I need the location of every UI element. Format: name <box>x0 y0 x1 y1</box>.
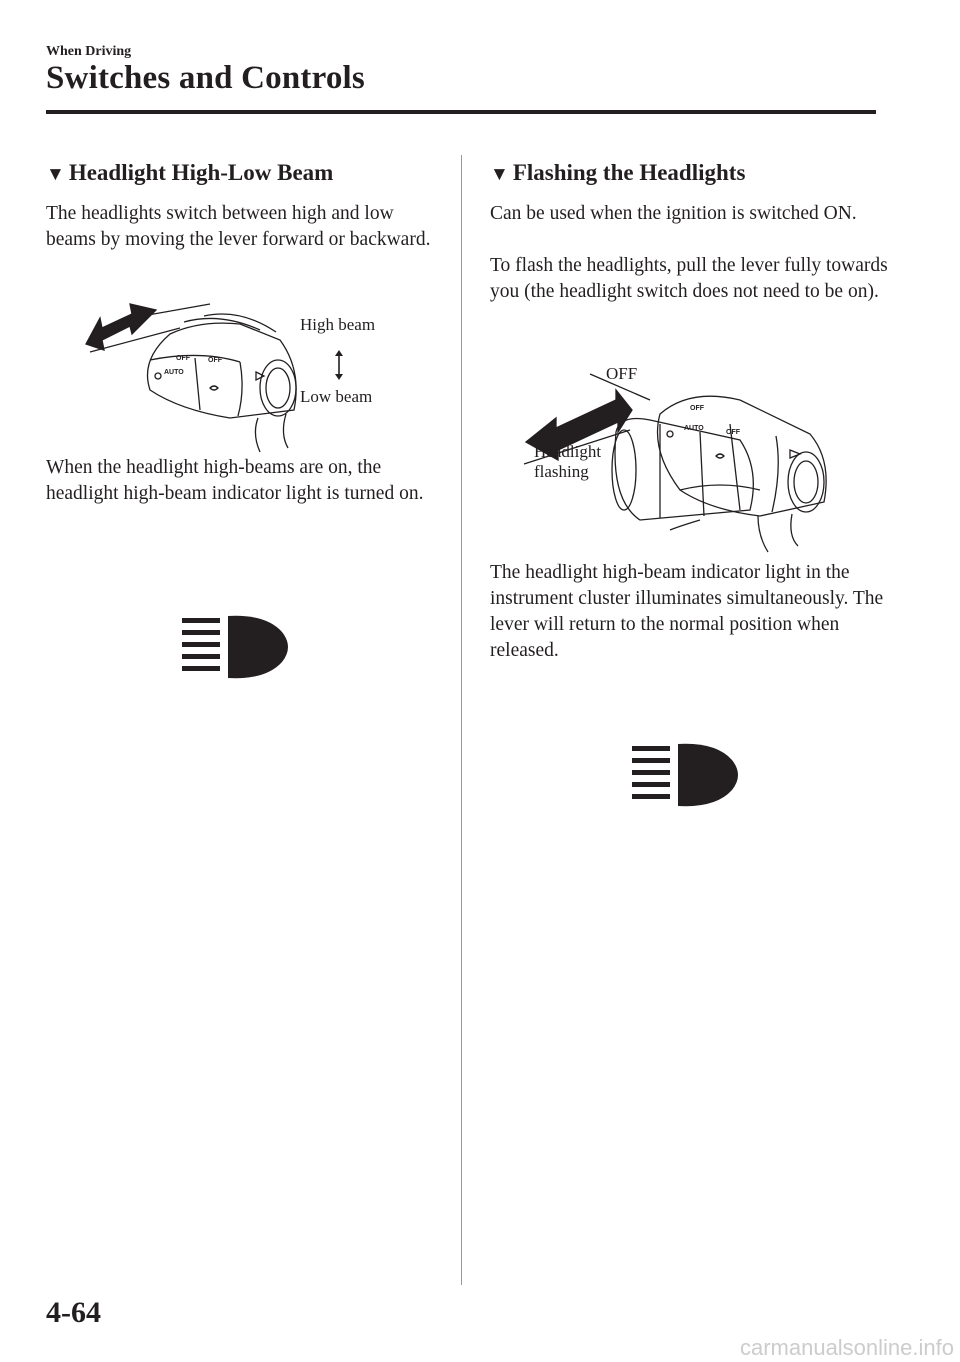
label-off: OFF <box>606 364 638 383</box>
paragraph-flashing-how: To flash the headlights, pull the lever fully towards you (the headlight switch does not need to be on). <box>490 255 888 302</box>
label-low-beam: Low beam <box>300 387 373 406</box>
label-headlight: Headlight <box>534 442 602 461</box>
heading-flashing-headlights <box>490 160 745 186</box>
paragraph-flashing-ignition: Can be used when the ignition is switched ON. <box>490 203 857 224</box>
paragraph-high-beam-indicator: When the headlight high-beams are on, the headlight high-beam indicator light is turned on. <box>46 457 424 504</box>
triangle-icon: ▼ <box>490 164 509 185</box>
lever-auto-label: AUTO <box>164 369 184 376</box>
watermark: carmanualsonline.info <box>739 1335 954 1360</box>
paragraph-high-low-intro: The headlights switch between high and low beams by moving the lever forward or backward. <box>46 203 431 250</box>
paragraph-flashing-indicator: The headlight high-beam indicator light in the instrument cluster illuminates simultaneously. The lever will return to the normal position when released. <box>490 562 884 661</box>
header-rule <box>46 110 876 114</box>
lever2-off-label-2: OFF <box>726 429 740 436</box>
lever-off-label-2: OFF <box>208 357 222 364</box>
high-beam-indicator-icon <box>182 614 294 680</box>
lever2-auto-label: AUTO <box>684 425 704 432</box>
label-high-beam: High beam <box>300 315 376 334</box>
lever2-off-label: OFF <box>690 405 704 412</box>
heading-text: Flashing the Headlights <box>512 160 746 185</box>
page-number: 4-64 <box>46 1296 101 1329</box>
up-down-arrow-icon <box>332 350 346 380</box>
page-title: Switches and Controls <box>46 60 365 96</box>
label-flashing: flashing <box>534 462 589 481</box>
high-beam-indicator-icon-2 <box>632 742 744 808</box>
triangle-icon: ▼ <box>46 164 65 185</box>
lever-high-low-illustration <box>80 300 320 460</box>
label-headlight-flashing <box>534 442 601 482</box>
heading-high-low-beam <box>46 160 333 186</box>
section-kicker: When Driving <box>46 44 132 59</box>
heading-text: Headlight High-Low Beam <box>68 160 334 185</box>
column-divider <box>461 155 462 1285</box>
lever-off-label: OFF <box>176 355 190 362</box>
